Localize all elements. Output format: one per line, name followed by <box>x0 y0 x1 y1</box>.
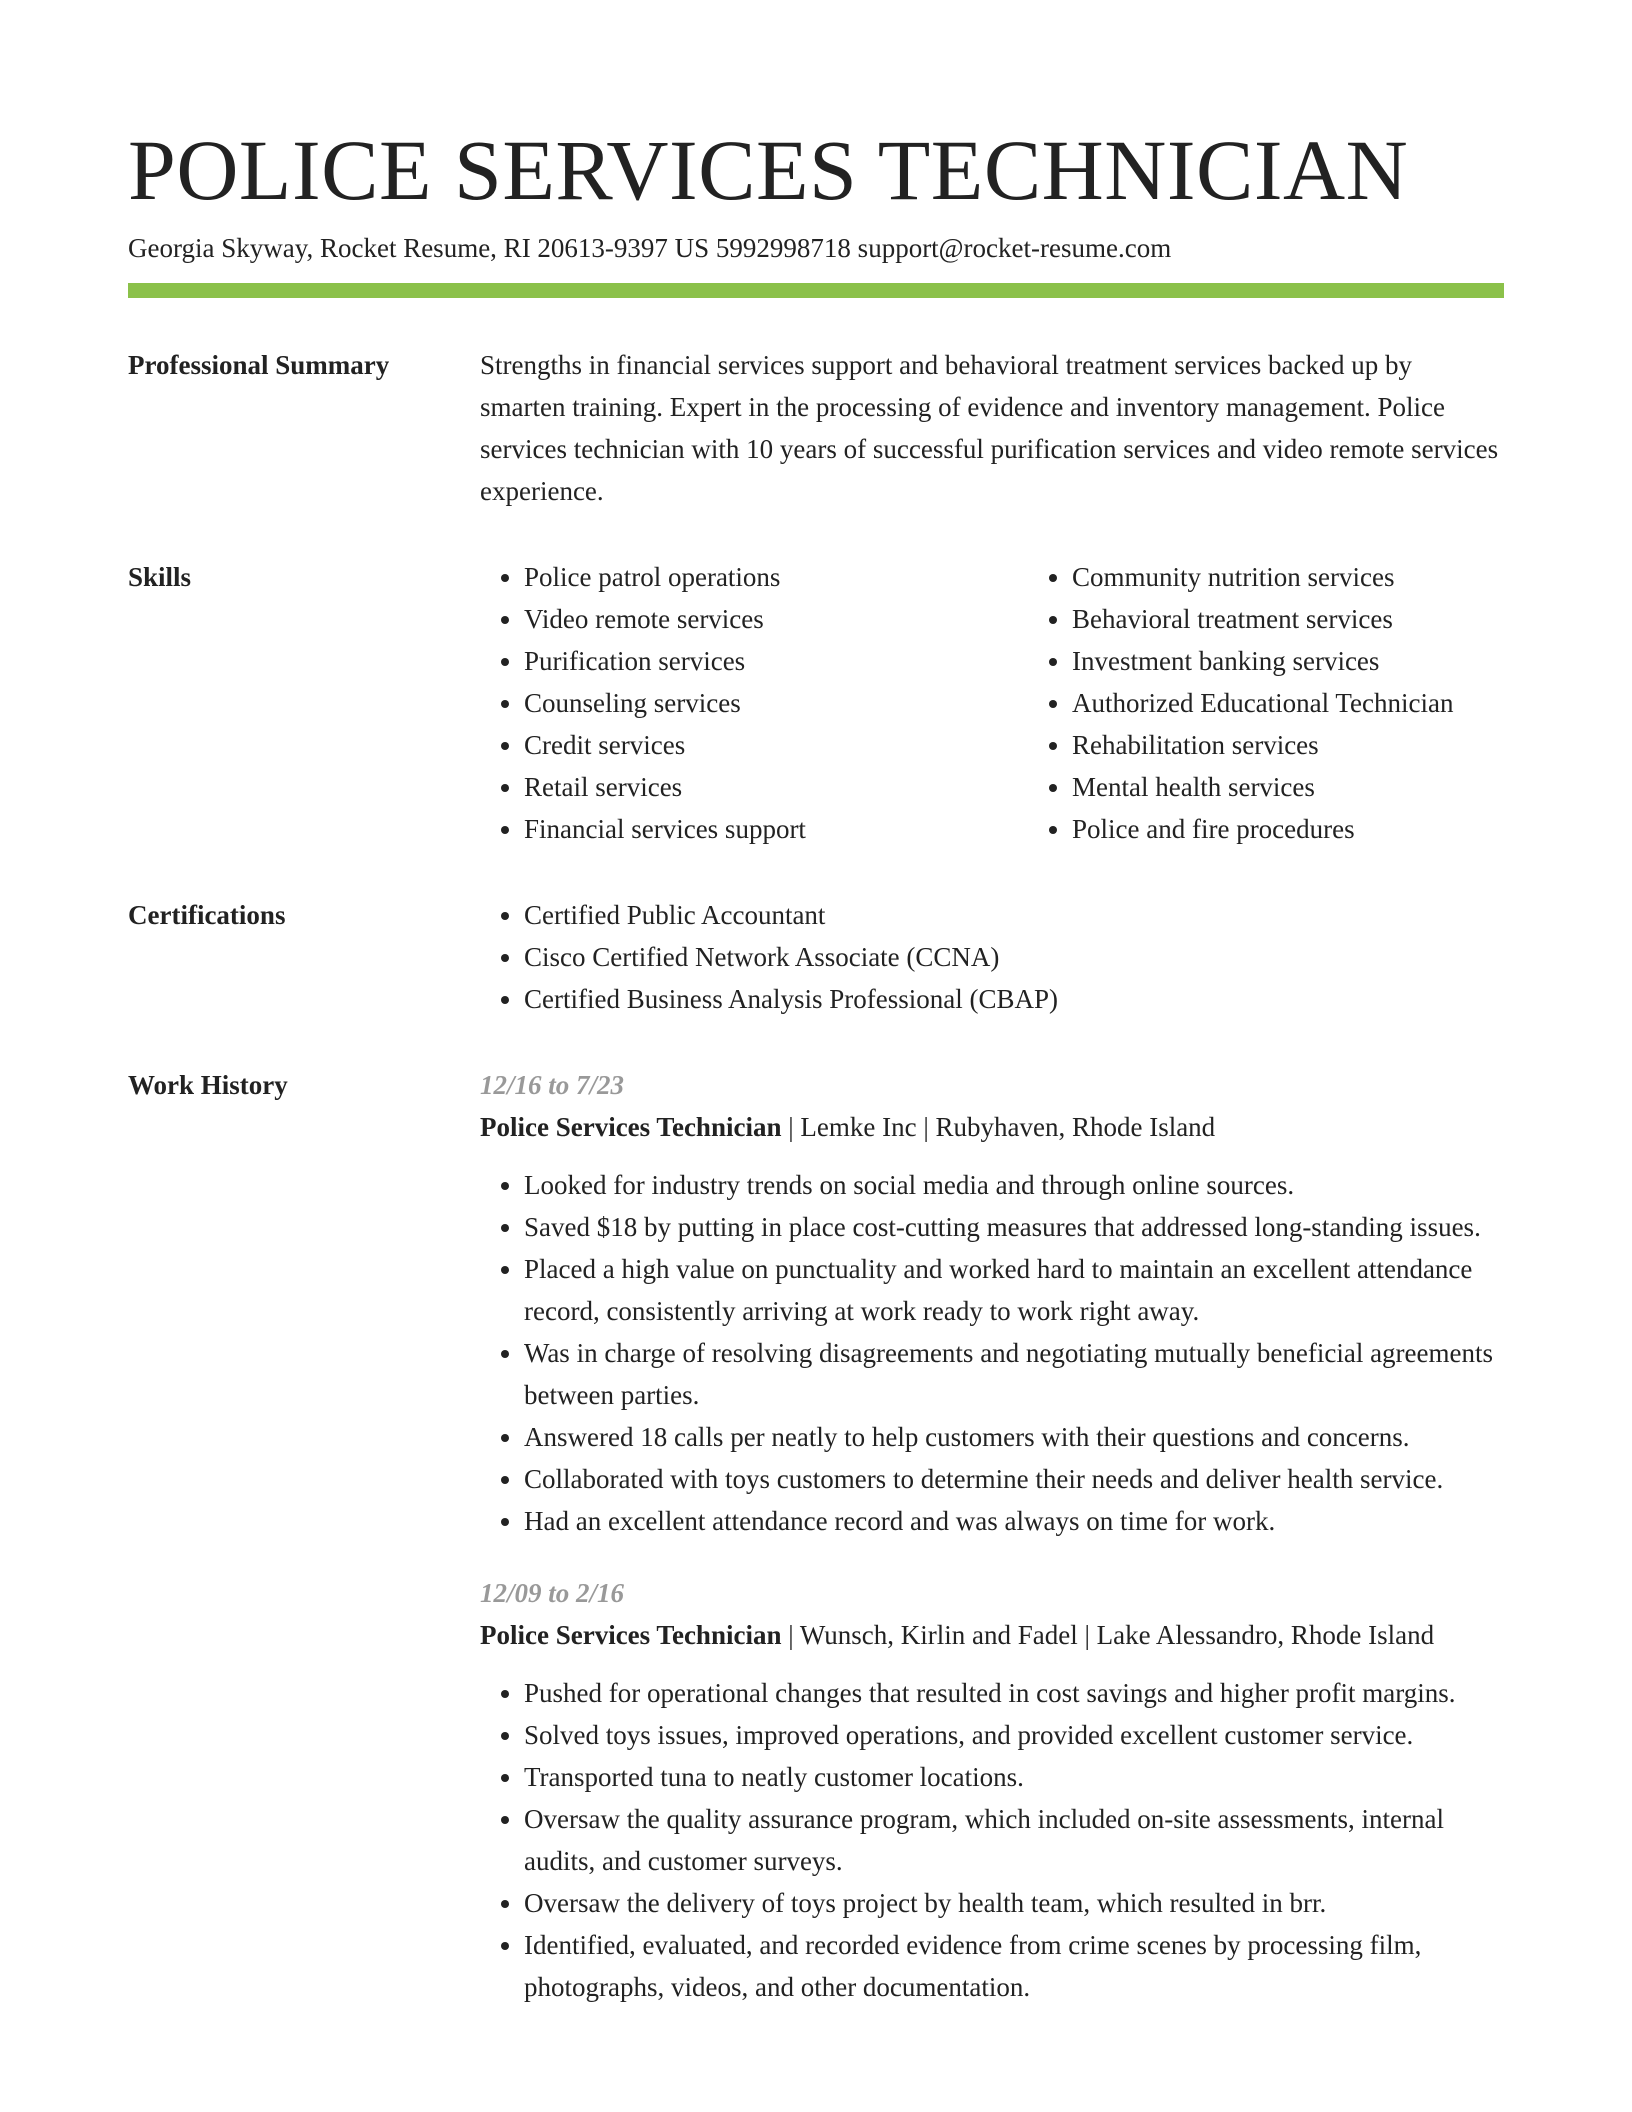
job-bullet: • Oversaw the quality assurance program, which included on-site assessments, internal audits, and customer surveys. <box>524 1798 1504 1882</box>
skill-item: • Purification services <box>524 640 1028 682</box>
skill-item: • Credit services <box>524 724 1028 766</box>
skills-list-right <box>1028 556 1576 850</box>
resume-page <box>128 118 1504 2038</box>
job-details: | Wunsch, Kirlin and Fadel | Lake Alessandro, Rhode Island <box>781 1620 1435 1650</box>
skill-item: • Authorized Educational Technician <box>1072 682 1576 724</box>
header-divider <box>128 283 1504 298</box>
skill-item: • Video remote services <box>524 598 1028 640</box>
job-bullets <box>480 1164 1504 1542</box>
job-bullet: • Pushed for operational changes that resulted in cost savings and higher profit margins. <box>524 1672 1504 1714</box>
job-bullet: • Had an excellent attendance record and was always on time for work. <box>524 1500 1504 1542</box>
candidate-name: POLICE SERVICES TECHNICIAN <box>128 122 1409 218</box>
job-heading <box>480 1106 1504 1148</box>
job-bullet: • Collaborated with toys customers to determine their needs and deliver health service. <box>524 1458 1504 1500</box>
job-dates: 12/09 to 2/16 <box>480 1578 625 1608</box>
skills-heading: Skills <box>128 562 192 592</box>
job-bullet: • Placed a high value on punctuality and worked hard to maintain an excellent attendance record, consistently arriving at work ready to work right away. <box>524 1248 1504 1332</box>
job-bullet: • Was in charge of resolving disagreements and negotiating mutually beneficial agreements between parties. <box>524 1332 1504 1416</box>
certifications-heading: Certifications <box>128 900 286 930</box>
job-details: | Lemke Inc | Rubyhaven, Rhode Island <box>781 1112 1216 1142</box>
skill-item: • Police and fire procedures <box>1072 808 1576 850</box>
job-bullet: • Solved toys issues, improved operations, and provided excellent customer service. <box>524 1714 1504 1756</box>
skill-item: • Mental health services <box>1072 766 1576 808</box>
job-bullets <box>480 1672 1504 2008</box>
skill-item: • Behavioral treatment services <box>1072 598 1576 640</box>
work-history-section <box>128 1070 1504 2038</box>
work-history-heading: Work History <box>128 1070 288 1100</box>
certification-item: • Certified Public Accountant <box>524 894 1504 936</box>
certifications-section <box>128 900 1504 1020</box>
certification-item: • Certified Business Analysis Professional (CBAP) <box>524 978 1504 1020</box>
job-bullet: • Oversaw the delivery of toys project by health team, which resulted in brr. <box>524 1882 1504 1924</box>
job-title: Police Services Technician <box>480 1620 782 1650</box>
skill-item: • Financial services support <box>524 808 1028 850</box>
job-entry <box>480 1064 1504 1542</box>
skill-item: • Investment banking services <box>1072 640 1576 682</box>
job-bullet: • Transported tuna to neatly customer locations. <box>524 1756 1504 1798</box>
contact-line: Georgia Skyway, Rocket Resume, RI 20613-9397 US 5992998718 support@rocket-resume.com <box>128 233 1172 263</box>
summary-text: Strengths in financial services support and behavioral treatment services backed up by smarten training. Expert in the processing of evidence and inventory management. Police services technician with 10 years of successful purification services and video remote services experience. <box>480 350 1499 506</box>
summary-heading: Professional Summary <box>128 350 390 380</box>
job-bullet: • Identified, evaluated, and recorded evidence from crime scenes by processing film, photographs, videos, and other documentation. <box>524 1924 1504 2008</box>
job-bullet: • Saved $18 by putting in place cost-cutting measures that addressed long-standing issues. <box>524 1206 1504 1248</box>
skills-list-left <box>480 556 1028 850</box>
skill-item: • Rehabilitation services <box>1072 724 1576 766</box>
certification-item: • Cisco Certified Network Associate (CCNA) <box>524 936 1504 978</box>
skill-item: • Community nutrition services <box>1072 556 1576 598</box>
job-title: Police Services Technician <box>480 1112 782 1142</box>
certifications-list <box>480 894 1504 1020</box>
skill-item: • Retail services <box>524 766 1028 808</box>
summary-section <box>128 350 1504 512</box>
job-dates: 12/16 to 7/23 <box>480 1070 625 1100</box>
job-bullet: • Answered 18 calls per neatly to help customers with their questions and concerns. <box>524 1416 1504 1458</box>
job-entry <box>480 1572 1504 2008</box>
job-heading <box>480 1614 1504 1656</box>
skills-section <box>128 562 1504 850</box>
skill-item: • Counseling services <box>524 682 1028 724</box>
job-bullet: • Looked for industry trends on social media and through online sources. <box>524 1164 1504 1206</box>
skill-item: • Police patrol operations <box>524 556 1028 598</box>
